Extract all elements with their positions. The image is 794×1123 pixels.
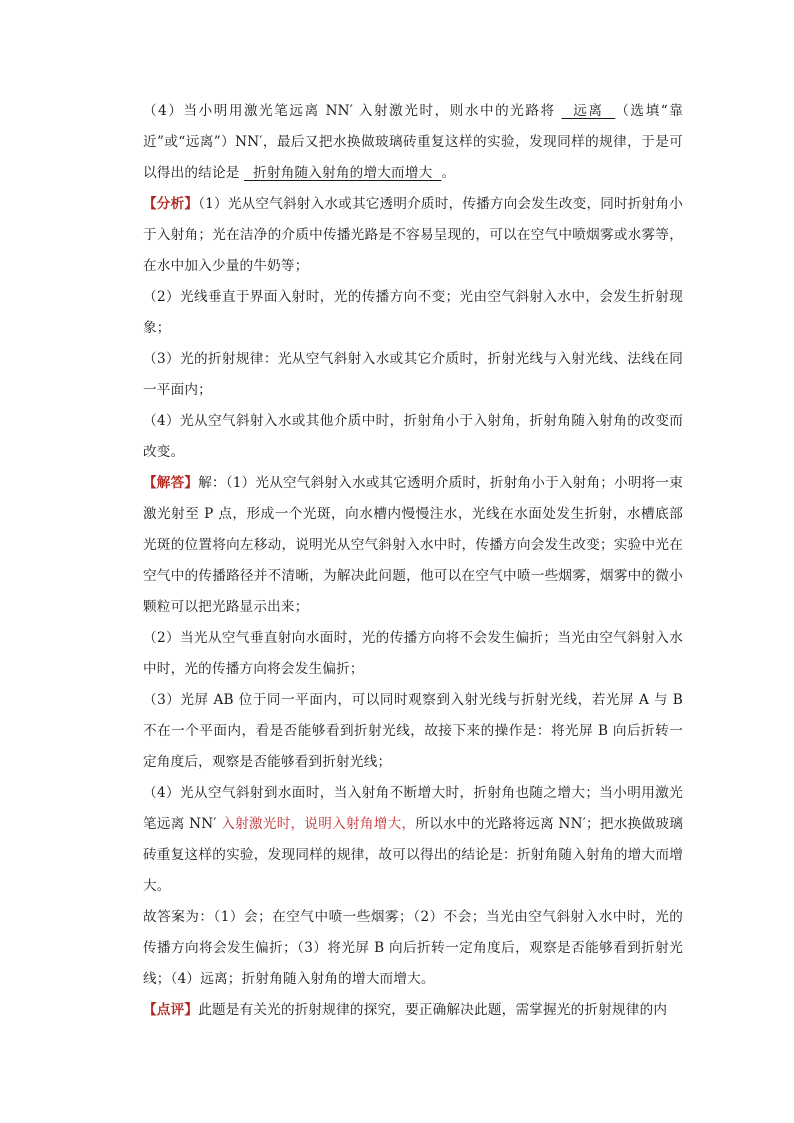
comment: [143, 995, 683, 1026]
answer-p2: （2）当光从空气垂直射向水面时，光的传播方向将不会发生偏折；当光由空气斜射入水中时，光的传播方向将会发生偏折；: [143, 630, 683, 677]
answer-blank-1: 远离: [561, 103, 616, 119]
final-answer: 故答案为：（1）会；在空气中喷一些烟雾；（2）不会；当光由空气斜射入水中时，光的传播方向将会发生偏折；（3）将光屏 B 向后折转一定角度后，观察是否能够看到折射光线；（4）远离；折射角随入射角的增大而增大。: [143, 909, 683, 987]
answer-text-4a: （4）光从空气斜射到水面时，当入射角不断增大时，折射角也随之增大；当小明用激光笔远离 NN′: [143, 785, 683, 832]
analysis-p3: （3）光的折射规律：光从空气斜射入水或其它介质时，折射光线与入射光线、法线在同一平面内；: [143, 351, 683, 398]
analysis-p4: （4）光从空气斜射入水或其他介质中时，折射角小于入射角，折射角随入射角的改变而改变。: [143, 413, 683, 460]
answer-text-4-red: 入射激光时，说明入射角增大，: [216, 816, 416, 832]
q4-text-c: 。: [441, 165, 456, 181]
analysis-p2: （2）光线垂直于界面入射时，光的传播方向不变；光由空气斜射入水中，会发生折射现象；: [143, 289, 683, 336]
question-4: [143, 96, 683, 189]
analysis-tag: 【分析】: [143, 196, 199, 212]
answer-text-1: 解：（1）光从空气斜射入水或其它透明介质时，折射角小于入射角；小明将一束激光射至 P 点，形成一个光斑，向水槽内慢慢注水，光线在水面处发生折射，水槽底部光斑的位置将向左移动，说明光从空气斜射入水中时，传播方向会发生改变；实验中光在空气中的传播路径并不清晰，为解决此问题，他可以在空气中喷一些烟雾，烟雾中的微小颗粒可以把光路显示出来；: [143, 475, 684, 615]
q4-text-b: （选填“靠近”或“远离”）NN′，最后又把水换做玻璃砖重复这样的实验，发现同样的规律，于是可以得出的结论是: [143, 103, 683, 181]
answer-p4: [143, 778, 683, 902]
answer-p3: （3）光屏 AB 位于同一平面内，可以同时观察到入射光线与折射光线，若光屏 A 与 B 不在一个平面内，看是否能够看到折射光线，故接下来的操作是：将光屏 B 向后折转一定角度后，观察是否能够看到折射光线；: [143, 692, 683, 770]
analysis-p1: [143, 189, 683, 282]
answer-tag: 【解答】: [143, 475, 199, 491]
answer-text-4b: 所以水中的光路将远离 NN′；把水换做玻璃砖重复这样的实验，发现同样的规律，故可以得出的结论是：折射角随入射角的增大而增大。: [143, 816, 683, 894]
document-content: [143, 96, 683, 1026]
answer-blank-2: 折射角随入射角的增大而增大: [244, 165, 442, 181]
answer-p1: [143, 468, 683, 623]
comment-text: 此题是有关光的折射规律的探究，要正确解决此题，需掌握光的折射规律的内: [198, 1002, 668, 1018]
comment-tag: 【点评】: [143, 1002, 199, 1018]
analysis-text-1: （1）光从空气斜射入水或其它透明介质时，传播方向会发生改变，同时折射角小于入射角；光在洁净的介质中传播光路是不容易呈现的，可以在空气中喷烟雾或水雾等，在水中加入少量的牛奶等；: [143, 196, 684, 274]
q4-text-a: （4）当小明用激光笔远离 NN′ 入射激光时，则水中的光路将: [143, 103, 562, 119]
